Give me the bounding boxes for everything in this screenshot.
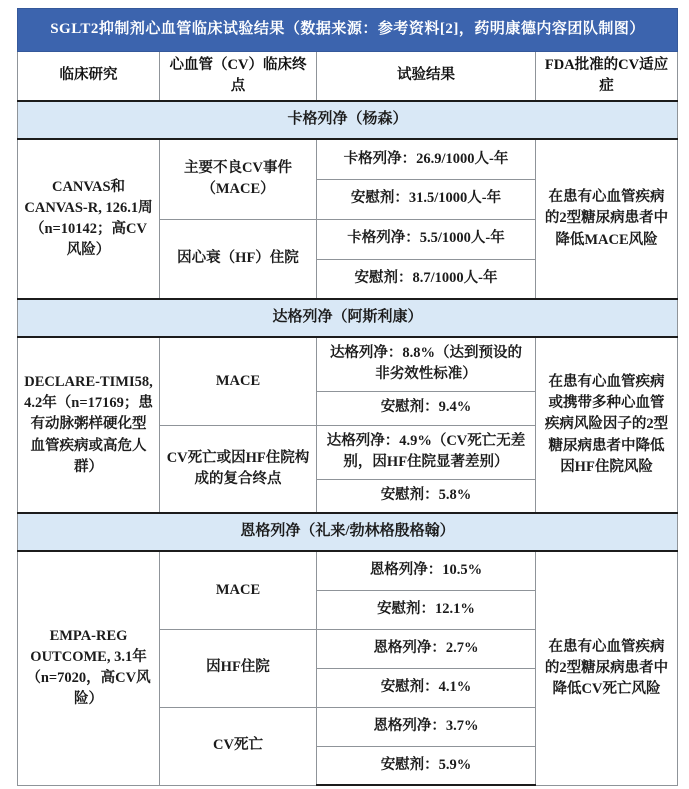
result-cell: 达格列净：8.8%（达到预设的非劣效性标准） — [317, 337, 536, 391]
result-cell: 达格列净：4.9%（CV死亡无差别，因HF住院显著差别） — [317, 425, 536, 479]
endpoint-cell: 因心衰（HF）住院 — [160, 219, 317, 299]
result-cell: 安慰剂：31.5/1000人-年 — [317, 179, 536, 219]
section-header-empagliflozin: 恩格列净（礼来/勃林格殷格翰） — [18, 513, 678, 551]
column-header-fda: FDA批准的CV适应症 — [536, 52, 678, 102]
endpoint-cell: 因HF住院 — [160, 629, 317, 707]
column-header-study: 临床研究 — [18, 52, 160, 102]
endpoint-cell: MACE — [160, 551, 317, 629]
fda-indication-cell: 在患有心血管疾病的2型糖尿病患者中降低MACE风险 — [536, 139, 678, 299]
endpoint-cell: 主要不良CV事件（MACE） — [160, 139, 317, 219]
study-cell: CANVAS和CANVAS-R, 126.1周（n=10142；高CV风险） — [18, 139, 160, 299]
result-cell: 安慰剂：8.7/1000人-年 — [317, 259, 536, 299]
result-cell: 恩格列净：2.7% — [317, 629, 536, 668]
result-cell: 恩格列净：10.5% — [317, 551, 536, 590]
column-header-endpoint: 心血管（CV）临床终点 — [160, 52, 317, 102]
section-header-canagliflozin: 卡格列净（杨森） — [18, 101, 678, 139]
study-cell: EMPA-REG OUTCOME, 3.1年（n=7020，高CV风险） — [18, 551, 160, 785]
endpoint-cell: CV死亡或因HF住院构成的复合终点 — [160, 425, 317, 513]
result-cell: 安慰剂：4.1% — [317, 668, 536, 707]
result-cell: 恩格列净：3.7% — [317, 707, 536, 746]
result-cell: 卡格列净：26.9/1000人-年 — [317, 139, 536, 179]
result-cell: 安慰剂：5.8% — [317, 479, 536, 513]
fda-indication-cell: 在患有心血管疾病的2型糖尿病患者中降低CV死亡风险 — [536, 551, 678, 785]
column-header-result: 试验结果 — [317, 52, 536, 102]
fda-indication-cell: 在患有心血管疾病或携带多种心血管疾病风险因子的2型糖尿病患者中降低因HF住院风险 — [536, 337, 678, 513]
result-cell: 安慰剂：5.9% — [317, 746, 536, 785]
table-title: SGLT2抑制剂心血管临床试验结果（数据来源：参考资料[2]，药明康德内容团队制图） — [18, 9, 678, 52]
result-cell: 安慰剂：9.4% — [317, 391, 536, 425]
section-header-dapagliflozin: 达格列净（阿斯利康） — [18, 299, 678, 337]
trial-results-table — [17, 8, 678, 786]
endpoint-cell: MACE — [160, 337, 317, 425]
study-cell: DECLARE-TIMI58, 4.2年（n=17169；患有动脉粥样硬化型血管疾病或高危人群） — [18, 337, 160, 513]
endpoint-cell: CV死亡 — [160, 707, 317, 785]
result-cell: 安慰剂：12.1% — [317, 590, 536, 629]
result-cell: 卡格列净：5.5/1000人-年 — [317, 219, 536, 259]
